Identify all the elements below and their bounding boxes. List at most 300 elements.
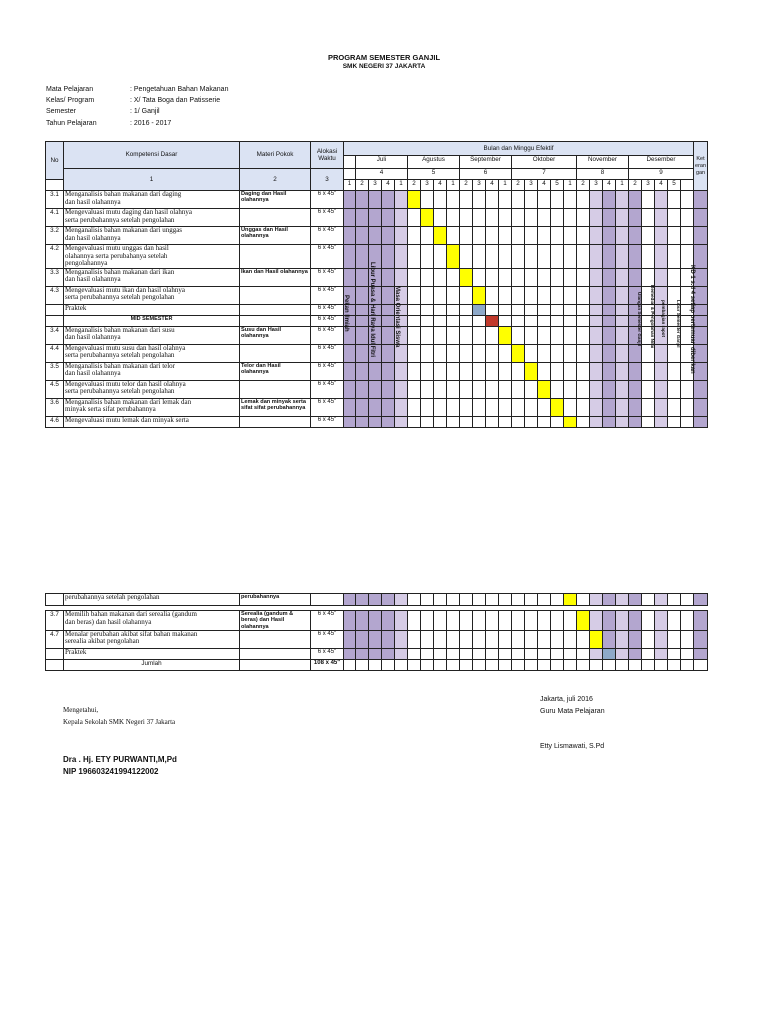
week-cell bbox=[447, 344, 460, 362]
week-cell bbox=[538, 304, 551, 315]
week-cell bbox=[486, 630, 499, 648]
week-cell bbox=[382, 227, 395, 245]
week-cell bbox=[356, 268, 369, 286]
materi-cell: Susu dan Hasil olahannya bbox=[240, 326, 311, 344]
week-cell bbox=[447, 630, 460, 648]
schedule-table bbox=[45, 141, 708, 428]
week-cell bbox=[590, 304, 603, 315]
ket-cell bbox=[694, 648, 708, 659]
week-cell bbox=[590, 191, 603, 209]
ket-cell bbox=[694, 245, 708, 269]
week-cell bbox=[538, 209, 551, 227]
week-cell bbox=[356, 659, 369, 670]
week-cell bbox=[668, 245, 681, 269]
week-cell bbox=[551, 380, 564, 398]
week-cell bbox=[356, 245, 369, 269]
week-cell bbox=[512, 315, 525, 326]
week-cell bbox=[382, 398, 395, 416]
week-cell bbox=[486, 416, 499, 427]
month-number: 9 bbox=[629, 169, 694, 180]
principal-nip: NIP 196603241994122002 bbox=[63, 767, 159, 776]
week-cell bbox=[616, 304, 629, 315]
week-cell bbox=[447, 326, 460, 344]
week-cell bbox=[629, 380, 642, 398]
ket-cell bbox=[694, 398, 708, 416]
week-cell bbox=[408, 315, 421, 326]
week-cell bbox=[525, 380, 538, 398]
vertical-note: Pekan Ilmiah bbox=[343, 295, 349, 332]
week-cell bbox=[356, 209, 369, 227]
week-cell bbox=[486, 268, 499, 286]
week-cell bbox=[616, 286, 629, 304]
kompetensi-text: Menganalisis bahan makanan dari lemak dan bbox=[65, 398, 192, 406]
week-cell bbox=[590, 286, 603, 304]
week-cell bbox=[629, 245, 642, 269]
week-cell bbox=[344, 594, 356, 606]
week-number: 5 bbox=[551, 180, 564, 191]
week-cell bbox=[382, 315, 395, 326]
week-cell bbox=[642, 398, 655, 416]
week-cell bbox=[525, 594, 538, 606]
week-cell bbox=[655, 611, 668, 631]
kd-number: 4.3 bbox=[46, 286, 64, 304]
month-label: Oktober bbox=[512, 155, 577, 169]
week-cell bbox=[473, 344, 486, 362]
week-cell bbox=[577, 416, 590, 427]
week-cell bbox=[551, 398, 564, 416]
table-row bbox=[46, 245, 708, 269]
week-cell bbox=[590, 362, 603, 380]
week-cell bbox=[460, 416, 473, 427]
alokasi-cell: 6 x 45" bbox=[311, 344, 344, 362]
week-cell bbox=[447, 648, 460, 659]
week-cell bbox=[603, 191, 616, 209]
week-cell bbox=[499, 344, 512, 362]
kompetensi-cell bbox=[64, 380, 240, 398]
week-cell bbox=[512, 380, 525, 398]
month-label: Juli bbox=[356, 155, 408, 169]
week-cell bbox=[655, 416, 668, 427]
column-index: 3 bbox=[311, 169, 344, 191]
week-cell bbox=[421, 611, 434, 631]
kompetensi-cell bbox=[64, 344, 240, 362]
week-cell bbox=[577, 594, 590, 606]
week-cell bbox=[460, 380, 473, 398]
week-cell bbox=[473, 594, 486, 606]
week-cell bbox=[421, 344, 434, 362]
week-cell bbox=[668, 416, 681, 427]
week-cell bbox=[395, 648, 408, 659]
week-cell bbox=[577, 227, 590, 245]
principal-name: Dra . Hj. ETY PURWANTI,M,Pd bbox=[63, 755, 177, 764]
alokasi-cell: 6 x 45" bbox=[311, 630, 344, 648]
kompetensi-cell bbox=[64, 398, 240, 416]
week-cell bbox=[603, 630, 616, 648]
week-cell bbox=[356, 315, 369, 326]
kompetensi-text: dan hasil olahannya bbox=[65, 197, 121, 206]
week-cell bbox=[356, 227, 369, 245]
week-cell bbox=[629, 659, 642, 670]
week-cell bbox=[564, 630, 577, 648]
kompetensi-text: dan hasil olahannya bbox=[65, 369, 121, 377]
week-cell bbox=[681, 227, 694, 245]
alokasi-cell: 6 x 45" bbox=[311, 268, 344, 286]
week-cell bbox=[525, 245, 538, 269]
week-cell bbox=[395, 659, 408, 670]
kompetensi-text: Menganalisis bahan makanan dari unggas bbox=[65, 226, 183, 234]
week-cell bbox=[616, 209, 629, 227]
week-cell bbox=[668, 209, 681, 227]
kompetensi-text: Mengevaluasi mutu telor dan hasil olahnya bbox=[65, 380, 186, 388]
week-cell bbox=[473, 648, 486, 659]
week-cell bbox=[408, 380, 421, 398]
week-cell bbox=[369, 227, 382, 245]
week-cell bbox=[564, 344, 577, 362]
kompetensi-text: Mengevaluasi mutu daging dan hasil olahnya bbox=[65, 208, 192, 216]
week-cell bbox=[369, 630, 382, 648]
teacher-role: Guru Mata Pelajaran bbox=[540, 708, 605, 715]
week-cell bbox=[642, 268, 655, 286]
week-cell bbox=[538, 398, 551, 416]
week-number: 3 bbox=[642, 180, 655, 191]
week-number: 3 bbox=[590, 180, 603, 191]
vertical-note: Remedial & Pengolahan Nilai bbox=[650, 285, 655, 349]
week-cell bbox=[460, 191, 473, 209]
week-cell bbox=[538, 659, 551, 670]
week-cell bbox=[668, 611, 681, 631]
materi-cell bbox=[240, 648, 311, 659]
week-cell bbox=[681, 380, 694, 398]
week-cell bbox=[538, 191, 551, 209]
column-index: 2 bbox=[240, 169, 311, 191]
week-cell bbox=[486, 245, 499, 269]
week-cell bbox=[499, 315, 512, 326]
week-cell bbox=[408, 416, 421, 427]
week-number: 1 bbox=[447, 180, 460, 191]
week-cell bbox=[434, 362, 447, 380]
week-number: 1 bbox=[499, 180, 512, 191]
week-cell bbox=[642, 611, 655, 631]
week-cell bbox=[499, 245, 512, 269]
week-cell bbox=[564, 191, 577, 209]
week-cell bbox=[629, 630, 642, 648]
week-cell bbox=[525, 315, 538, 326]
week-cell bbox=[603, 611, 616, 631]
week-cell bbox=[447, 268, 460, 286]
week-cell bbox=[499, 648, 512, 659]
week-cell bbox=[460, 326, 473, 344]
table-row bbox=[46, 611, 708, 631]
week-cell bbox=[629, 648, 642, 659]
week-cell bbox=[421, 227, 434, 245]
week-cell bbox=[421, 286, 434, 304]
materi-cell: Serealia (gandum & beras) dan Hasil olahannya bbox=[240, 611, 311, 631]
week-cell bbox=[499, 630, 512, 648]
week-cell bbox=[486, 286, 499, 304]
week-cell bbox=[434, 611, 447, 631]
week-cell bbox=[590, 245, 603, 269]
week-cell bbox=[421, 380, 434, 398]
vertical-note: Libur Puasa & Hari Raya Idul Fitri bbox=[369, 262, 375, 358]
week-cell bbox=[356, 630, 369, 648]
week-cell bbox=[642, 362, 655, 380]
week-cell bbox=[577, 630, 590, 648]
week-cell bbox=[369, 659, 382, 670]
week-cell bbox=[460, 286, 473, 304]
week-cell bbox=[447, 380, 460, 398]
week-cell bbox=[512, 594, 525, 606]
week-cell bbox=[681, 611, 694, 631]
week-cell bbox=[434, 245, 447, 269]
week-cell bbox=[603, 380, 616, 398]
week-cell bbox=[577, 344, 590, 362]
week-cell bbox=[577, 304, 590, 315]
alokasi-cell: 6 x 45" bbox=[311, 416, 344, 427]
principal-role: Kepala Sekolah SMK Negeri 37 Jakarta bbox=[63, 718, 176, 726]
week-cell bbox=[473, 191, 486, 209]
week-number: 1 bbox=[564, 180, 577, 191]
month-label: September bbox=[460, 155, 512, 169]
week-cell bbox=[356, 594, 369, 606]
week-cell bbox=[408, 268, 421, 286]
materi-cell bbox=[240, 304, 311, 315]
week-cell bbox=[564, 648, 577, 659]
week-cell bbox=[551, 227, 564, 245]
blank-cell bbox=[46, 659, 64, 670]
week-cell bbox=[681, 630, 694, 648]
week-cell bbox=[629, 416, 642, 427]
kd-number bbox=[46, 304, 64, 315]
week-cell bbox=[382, 191, 395, 209]
week-cell bbox=[681, 416, 694, 427]
week-number: 2 bbox=[460, 180, 473, 191]
week-number: 3 bbox=[369, 180, 382, 191]
week-number: 3 bbox=[473, 180, 486, 191]
week-cell bbox=[512, 191, 525, 209]
week-cell bbox=[564, 286, 577, 304]
vertical-note: pembagian rapot bbox=[661, 300, 666, 338]
kd-number bbox=[46, 315, 64, 326]
week-cell bbox=[577, 659, 590, 670]
week-cell bbox=[525, 191, 538, 209]
vertical-note: Libur Semester Ganjil bbox=[676, 300, 681, 348]
kd-number: 3.6 bbox=[46, 398, 64, 416]
week-cell bbox=[460, 611, 473, 631]
week-cell bbox=[564, 315, 577, 326]
week-cell bbox=[344, 245, 356, 269]
week-cell bbox=[590, 611, 603, 631]
month-label: November bbox=[577, 155, 629, 169]
week-cell bbox=[512, 304, 525, 315]
week-cell bbox=[460, 304, 473, 315]
materi-cell: Telor dan Hasil olahannya bbox=[240, 362, 311, 380]
kompetensi-text: serealia akibat pengolahan bbox=[65, 637, 140, 646]
week-cell bbox=[369, 594, 382, 606]
week-cell bbox=[344, 611, 356, 631]
meta-value: : X/ Tata Boga dan Patisserie bbox=[130, 97, 221, 104]
ket-cell bbox=[694, 304, 708, 315]
week-cell bbox=[655, 245, 668, 269]
week-cell bbox=[434, 344, 447, 362]
week-cell bbox=[564, 209, 577, 227]
week-number: 2 bbox=[577, 180, 590, 191]
week-cell bbox=[460, 398, 473, 416]
week-cell bbox=[629, 344, 642, 362]
week-cell bbox=[434, 286, 447, 304]
week-cell bbox=[408, 362, 421, 380]
week-cell bbox=[369, 648, 382, 659]
week-cell bbox=[434, 416, 447, 427]
kompetensi-text: dan hasil olahannya bbox=[65, 275, 121, 283]
week-cell bbox=[382, 611, 395, 631]
week-cell bbox=[499, 304, 512, 315]
week-cell bbox=[408, 326, 421, 344]
week-cell bbox=[369, 398, 382, 416]
week-cell bbox=[590, 268, 603, 286]
week-cell bbox=[590, 398, 603, 416]
kd-number: 3.5 bbox=[46, 362, 64, 380]
blank-cell bbox=[344, 155, 356, 169]
week-cell bbox=[460, 245, 473, 269]
kompetensi-cell bbox=[64, 648, 240, 659]
week-cell bbox=[486, 209, 499, 227]
week-cell bbox=[590, 659, 603, 670]
week-cell bbox=[499, 227, 512, 245]
week-cell bbox=[421, 648, 434, 659]
week-cell bbox=[369, 380, 382, 398]
week-cell bbox=[344, 344, 356, 362]
week-cell bbox=[447, 286, 460, 304]
week-cell bbox=[538, 326, 551, 344]
week-cell bbox=[486, 611, 499, 631]
week-cell bbox=[473, 304, 486, 315]
week-cell bbox=[486, 398, 499, 416]
week-cell bbox=[577, 209, 590, 227]
page-gap bbox=[45, 485, 701, 591]
week-number: 4 bbox=[603, 180, 616, 191]
week-cell bbox=[629, 268, 642, 286]
materi-cell bbox=[240, 344, 311, 362]
week-cell bbox=[408, 304, 421, 315]
week-cell bbox=[408, 611, 421, 631]
week-cell bbox=[603, 209, 616, 227]
kompetensi-text: serta perubahannya setelah pengolahan bbox=[65, 351, 175, 359]
ket-cell bbox=[694, 416, 708, 427]
table-row bbox=[46, 594, 708, 606]
week-cell bbox=[655, 209, 668, 227]
kompetensi-text: Mengevaluasi mutu lemak dan minyak serta bbox=[65, 416, 189, 424]
month-number: 7 bbox=[512, 169, 577, 180]
week-cell bbox=[382, 268, 395, 286]
week-cell bbox=[642, 191, 655, 209]
materi-cell: perubahannya bbox=[240, 594, 311, 606]
week-cell bbox=[616, 227, 629, 245]
kd-number: 3.2 bbox=[46, 227, 64, 245]
alokasi-cell: 6 x 45" bbox=[311, 227, 344, 245]
kompetensi-text: Menganalisis bahan makanan dari daging bbox=[65, 190, 182, 198]
kompetensi-cell bbox=[64, 304, 240, 315]
week-cell bbox=[369, 416, 382, 427]
week-cell bbox=[668, 362, 681, 380]
week-cell bbox=[356, 648, 369, 659]
kd-number: 3.4 bbox=[46, 326, 64, 344]
week-cell bbox=[681, 648, 694, 659]
week-cell bbox=[551, 362, 564, 380]
week-cell bbox=[590, 315, 603, 326]
week-cell bbox=[616, 630, 629, 648]
kompetensi-text: minyak serta sifat perubahannya bbox=[65, 405, 156, 413]
header-row bbox=[46, 142, 708, 156]
materi-cell: Lemak dan minyak serta sifat sifat perubahannya bbox=[240, 398, 311, 416]
table-row bbox=[46, 398, 708, 416]
week-cell bbox=[344, 380, 356, 398]
kompetensi-text: serta perubahannya setelah pengolahan bbox=[65, 387, 175, 395]
week-cell bbox=[642, 380, 655, 398]
header-alokasi: Alokasi Waktu bbox=[311, 142, 344, 169]
kompetensi-cell bbox=[64, 245, 240, 269]
week-cell bbox=[382, 648, 395, 659]
week-cell bbox=[642, 648, 655, 659]
week-cell bbox=[382, 286, 395, 304]
week-cell bbox=[655, 227, 668, 245]
week-cell bbox=[616, 380, 629, 398]
week-cell bbox=[694, 659, 708, 670]
kd-number: 4.7 bbox=[46, 630, 64, 648]
kompetensi-cell bbox=[64, 611, 240, 631]
week-cell bbox=[382, 380, 395, 398]
materi-cell bbox=[240, 245, 311, 269]
week-cell bbox=[382, 344, 395, 362]
week-cell bbox=[486, 227, 499, 245]
week-cell bbox=[369, 362, 382, 380]
week-cell bbox=[681, 191, 694, 209]
week-cell bbox=[395, 227, 408, 245]
table-row bbox=[46, 191, 708, 209]
week-cell bbox=[395, 245, 408, 269]
week-cell bbox=[590, 209, 603, 227]
week-cell bbox=[551, 245, 564, 269]
week-cell bbox=[551, 268, 564, 286]
materi-cell: Daging dan Hasil olahannya bbox=[240, 191, 311, 209]
week-cell bbox=[473, 326, 486, 344]
alokasi-cell: 6 x 45" bbox=[311, 191, 344, 209]
blank-cell bbox=[240, 659, 311, 670]
week-number: 3 bbox=[421, 180, 434, 191]
week-cell bbox=[473, 209, 486, 227]
week-cell bbox=[603, 227, 616, 245]
month-number: 8 bbox=[577, 169, 629, 180]
week-cell bbox=[447, 362, 460, 380]
week-cell bbox=[655, 344, 668, 362]
week-cell bbox=[356, 398, 369, 416]
week-cell bbox=[681, 398, 694, 416]
kd-number: 4.5 bbox=[46, 380, 64, 398]
week-cell bbox=[356, 326, 369, 344]
ket-cell bbox=[694, 315, 708, 326]
week-cell bbox=[408, 594, 421, 606]
kd-number: 3.3 bbox=[46, 268, 64, 286]
week-cell bbox=[434, 630, 447, 648]
week-cell bbox=[603, 315, 616, 326]
week-cell bbox=[629, 611, 642, 631]
week-cell bbox=[460, 362, 473, 380]
week-cell bbox=[356, 344, 369, 362]
week-cell bbox=[356, 304, 369, 315]
materi-cell bbox=[240, 630, 311, 648]
week-cell bbox=[564, 659, 577, 670]
kompetensi-cell bbox=[64, 362, 240, 380]
week-cell bbox=[525, 398, 538, 416]
